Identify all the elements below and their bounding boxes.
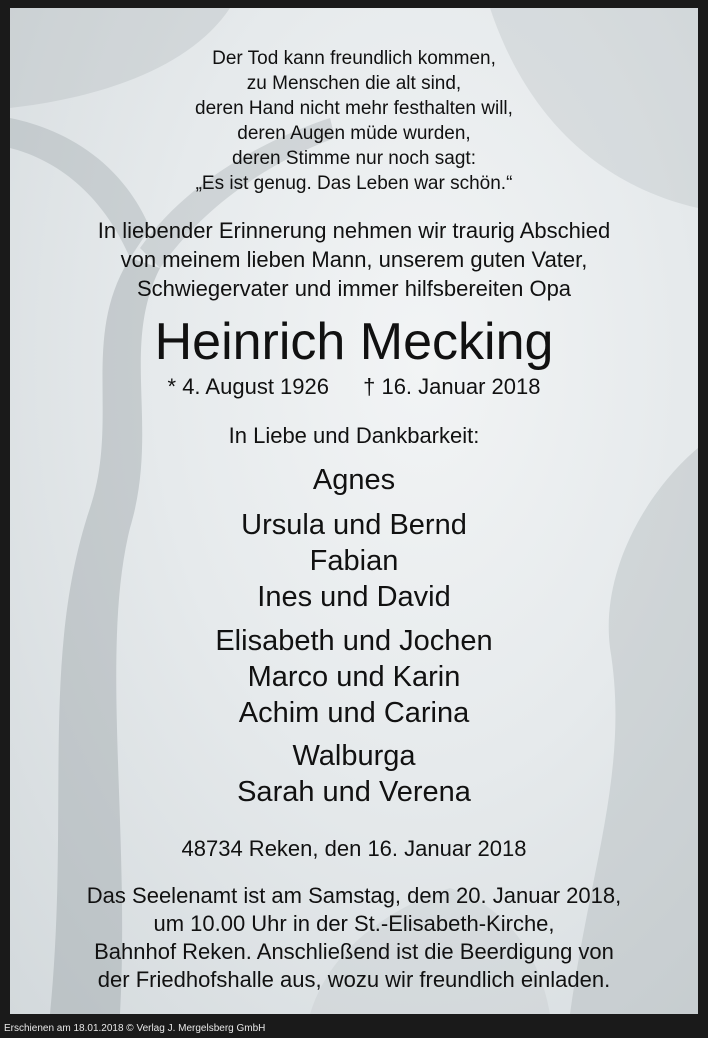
life-dates	[10, 372, 698, 402]
poem	[10, 46, 698, 196]
family-group-2	[10, 507, 698, 615]
family-member: Ines und David	[257, 581, 451, 613]
family-member: Sarah und Verena	[237, 776, 471, 808]
family-group-1	[10, 462, 698, 498]
death-date: † 16. Januar 2018	[363, 374, 541, 399]
poem-line: deren Hand nicht mehr festhalten will,	[195, 98, 513, 119]
publication-footer: Erschienen am 18.01.2018 © Verlag J. Mergelsberg GmbH	[4, 1023, 266, 1034]
service-line: Das Seelenamt ist am Samstag, dem 20. Januar 2018,	[86, 883, 622, 908]
family-group-4	[10, 738, 698, 810]
poem-line: deren Augen müde wurden,	[237, 123, 471, 144]
poem-line: deren Stimme nur noch sagt:	[232, 148, 476, 169]
family-member: Ursula und Bernd	[241, 509, 467, 541]
service-line: der Friedhofshalle aus, wozu wir freundlich einladen.	[97, 967, 611, 992]
family-member: Achim und Carina	[238, 697, 470, 729]
service-line: Bahnhof Reken. Anschließend ist die Beerdigung von	[94, 939, 614, 964]
obituary-card	[10, 8, 698, 1014]
place-and-date: 48734 Reken, den 16. Januar 2018	[181, 836, 527, 861]
intro-line: Schwiegervater und immer hilfsbereiten Opa	[136, 276, 572, 301]
service-announcement	[10, 882, 698, 994]
poem-line: „Es ist genug. Das Leben war schön.“	[195, 173, 513, 194]
farewell-intro	[10, 216, 698, 303]
poem-line: Der Tod kann freundlich kommen,	[212, 48, 496, 69]
intro-line: In liebender Erinnerung nehmen wir traurig Abschied	[97, 218, 611, 243]
family-member: Agnes	[312, 464, 396, 496]
family-member: Fabian	[309, 545, 399, 577]
poem-line: zu Menschen die alt sind,	[246, 73, 462, 94]
deceased-name: Heinrich Mecking	[154, 313, 554, 371]
family-member: Elisabeth und Jochen	[215, 625, 493, 657]
intro-line: von meinem lieben Mann, unserem guten Vater,	[120, 247, 588, 272]
family-member: Marco und Karin	[247, 661, 461, 693]
thanks-heading: In Liebe und Dankbarkeit:	[228, 423, 480, 448]
family-member: Walburga	[292, 740, 416, 772]
family-group-3	[10, 623, 698, 731]
birth-date: * 4. August 1926	[167, 374, 329, 399]
service-line: um 10.00 Uhr in der St.-Elisabeth-Kirche,	[153, 911, 555, 936]
